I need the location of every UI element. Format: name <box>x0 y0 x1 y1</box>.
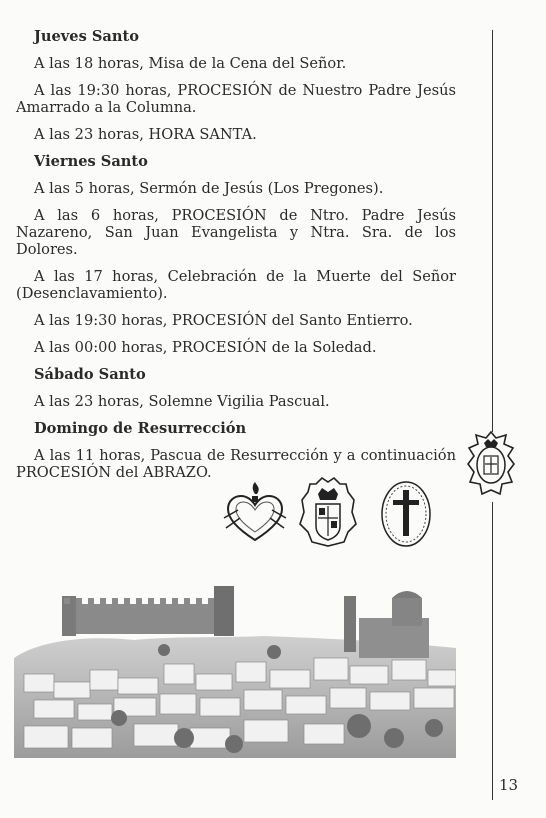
schedule-item: A las 17 horas, Celebración de la Muerte del Señor (Desenclavamiento). <box>16 268 456 302</box>
page-number: 13 <box>499 776 519 794</box>
brotherhood-emblems <box>222 476 458 548</box>
heading-sabado-santo: Sábado Santo <box>34 366 146 383</box>
schedule-item: A las 23 horas, Solemne Vigilia Pascual. <box>34 393 330 410</box>
cross-medallion-icon <box>382 482 430 546</box>
schedule-item: A las 23 horas, HORA SANTA. <box>34 126 257 143</box>
heading-domingo-resurreccion: Domingo de Resurrección <box>34 420 247 437</box>
brotherhood-coat-of-arms-icon <box>300 478 356 546</box>
margin-rule-bottom <box>492 502 493 800</box>
schedule-item: A las 19:30 horas, PROCESIÓN de Nuestro Padre Jesús Amarrado a la Columna. <box>16 82 456 116</box>
schedule-item: A las 00:00 horas, PROCESIÓN de la Soledad. <box>34 339 377 356</box>
schedule-item: A las 19:30 horas, PROCESIÓN del Santo Entierro. <box>34 312 413 329</box>
town-castle-panorama <box>14 578 456 758</box>
heading-jueves-santo: Jueves Santo <box>34 28 139 45</box>
program-text <box>16 28 456 491</box>
sacred-heart-icon <box>224 482 286 540</box>
margin-rule-top <box>492 30 493 432</box>
heading-viernes-santo: Viernes Santo <box>34 153 148 170</box>
schedule-item: A las 6 horas, PROCESIÓN de Ntro. Padre Jesús Nazareno, San Juan Evangelista y Ntra. Sra. de los Dolores. <box>16 207 456 258</box>
schedule-item: A las 5 horas, Sermón de Jesús (Los Pregones). <box>34 180 384 197</box>
schedule-item: A las 18 horas, Misa de la Cena del Señor. <box>34 55 347 72</box>
schedule-item: A las 11 horas, Pascua de Resurrección y a continuación PROCESIÓN del ABRAZO. <box>16 447 456 481</box>
side-coat-of-arms-icon <box>466 430 516 498</box>
